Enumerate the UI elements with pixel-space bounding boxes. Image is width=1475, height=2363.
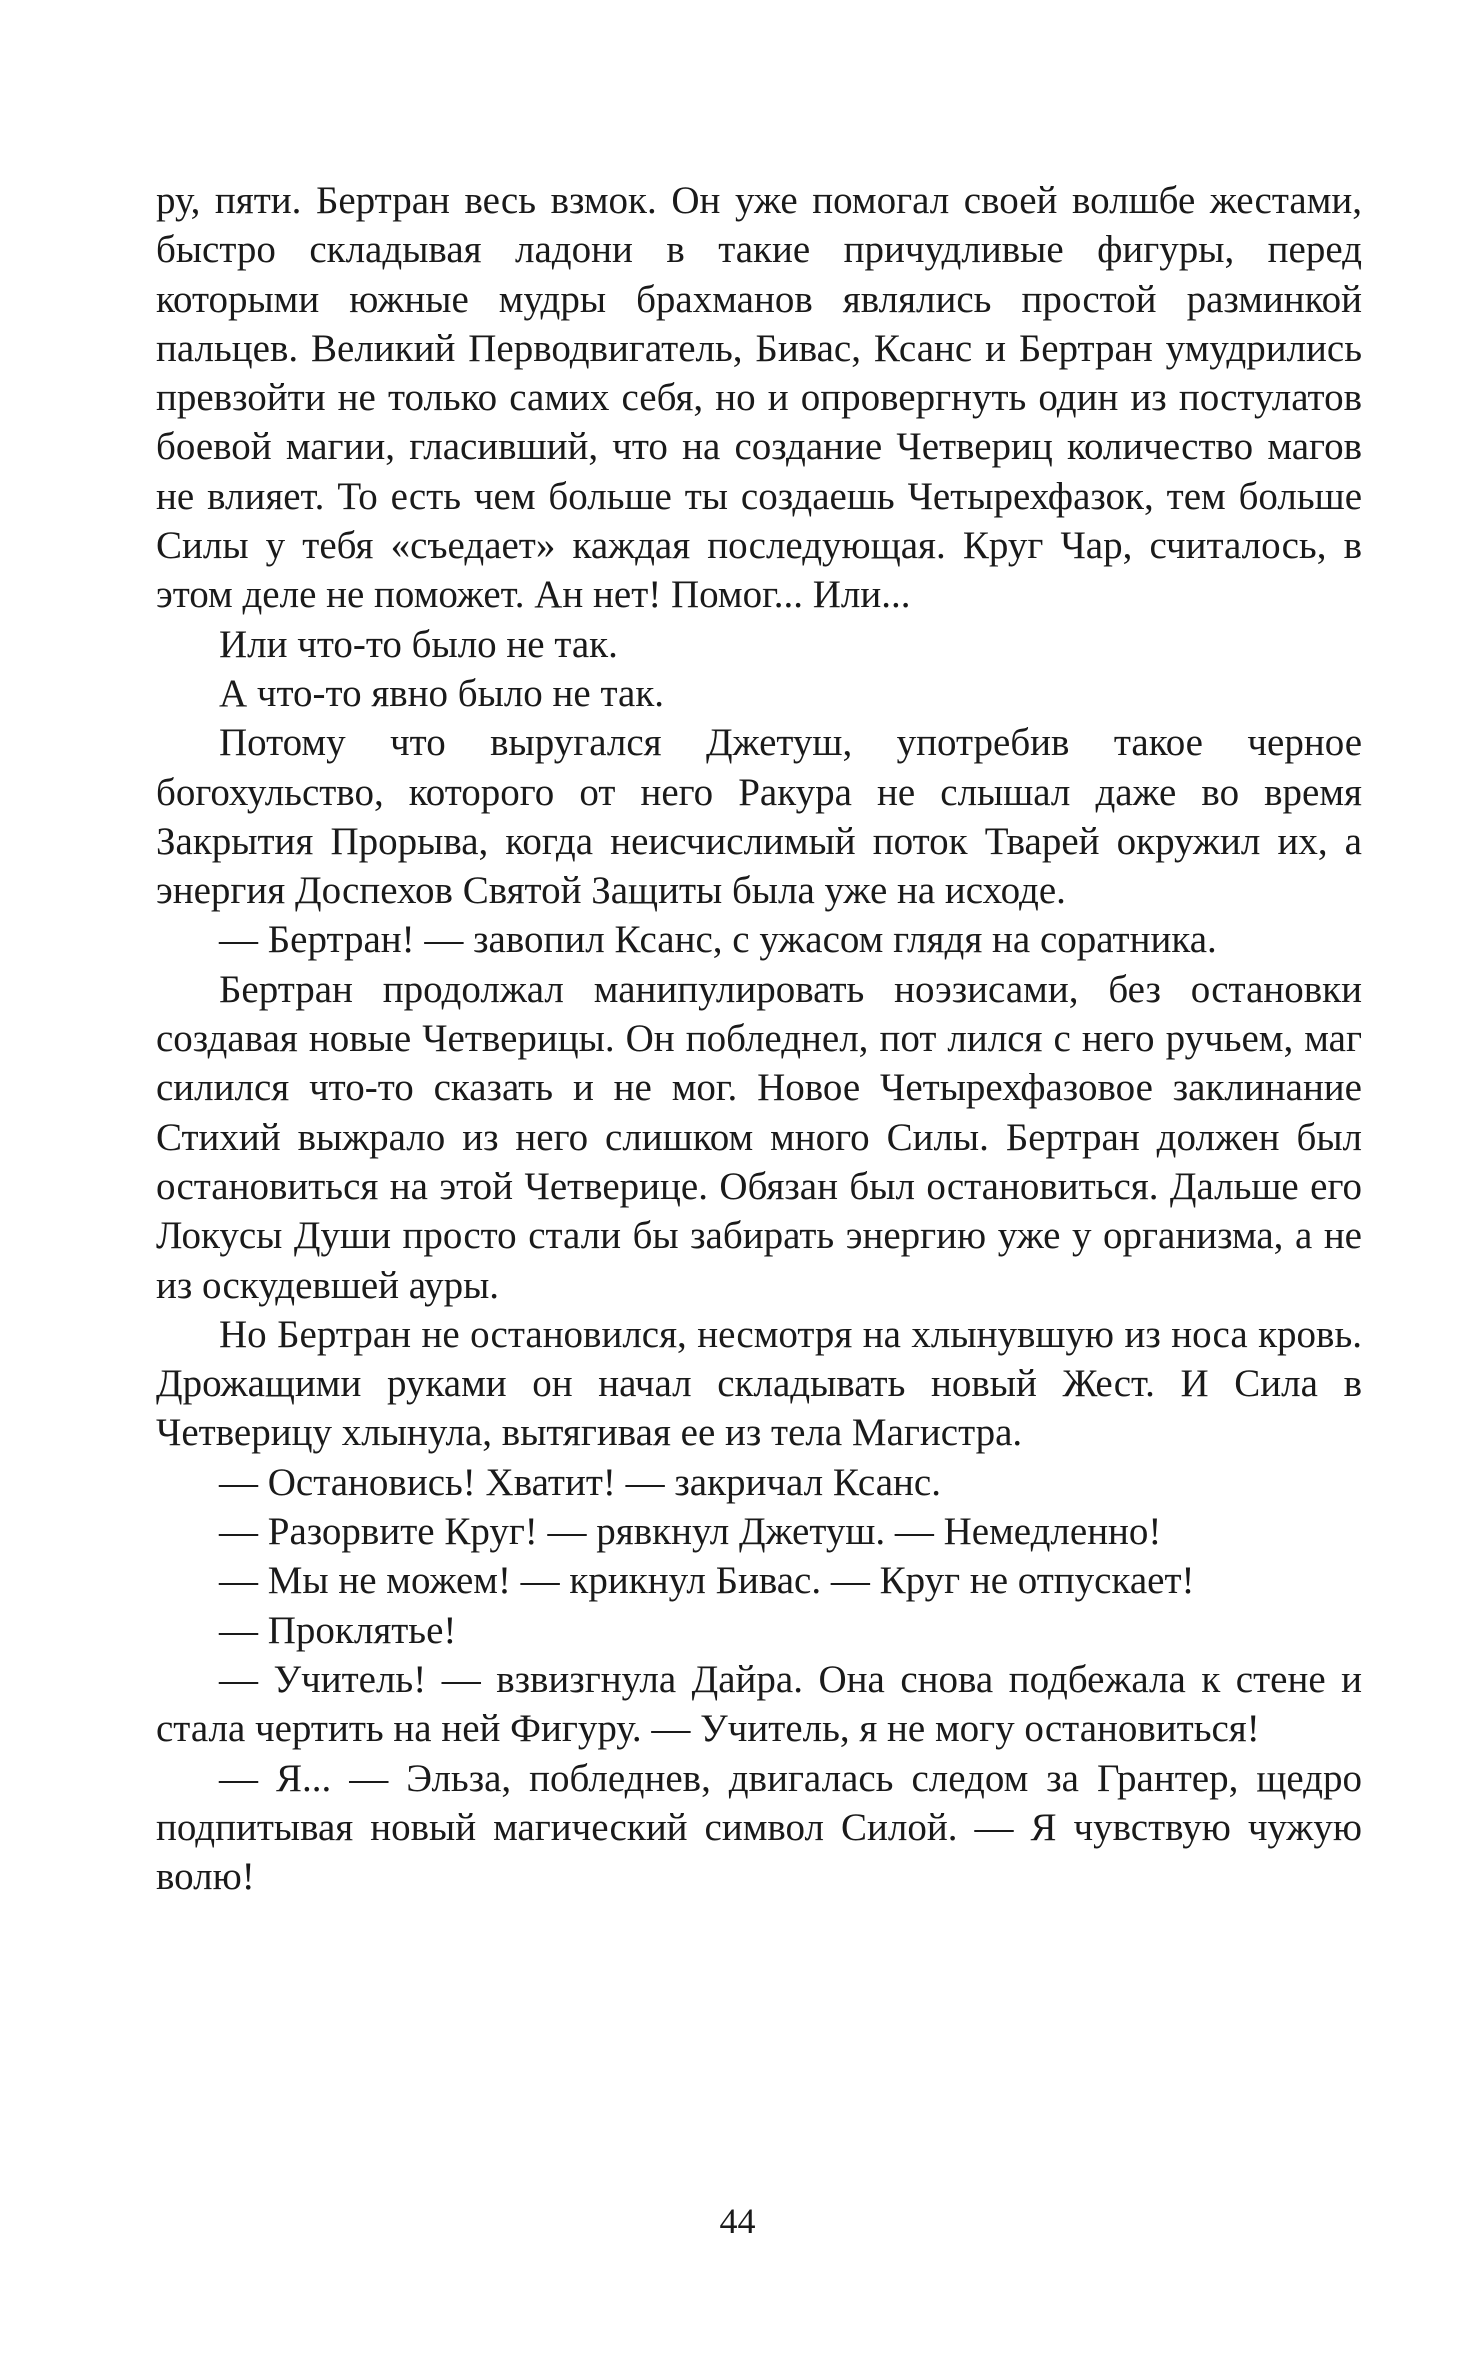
paragraph: — Проклятье! (219, 1608, 457, 1652)
paragraph: Потому что выругался Джетуш, употребив такое черное богохульство, которого от него Ракура не слышал даже во время Закрытия Прорыва, когда неисчислимый поток Тварей окружил их, а энергия Доспехов Святой Защиты была уже на исходе. (156, 721, 1362, 913)
paragraph: Или что-то было не так. (219, 622, 618, 666)
page-text-block (156, 176, 1362, 1901)
paragraph: — Бертран! — завопил Ксанс, с ужасом глядя на соратника. (219, 918, 1217, 962)
paragraph: — Учитель! — взвизгнула Дайра. Она снова подбежала к стене и стала чертить на ней Фигуру. — Учитель, я не могу остановиться! (156, 1657, 1362, 1751)
paragraph: — Разорвите Круг! — рявкнул Джетуш. — Немедленно! (219, 1510, 1162, 1554)
paragraph: — Я... — Эльза, побледнев, двигалась следом за Грантер, щедро подпитывая новый магический символ Силой. — Я чувствую чужую волю! (156, 1756, 1362, 1899)
paragraph: ру, пяти. Бертран весь взмок. Он уже помогал своей волшбе жестами, быстро складывая ладони в такие причудливые фигуры, перед которыми южные мудры брахманов являлись простой разминкой пальцев. Великий Перводвигатель, Бивас, Ксанс и Бертран умудрились превзойти не только самих себя, но и опровергнуть один из постулатов боевой магии, гласивший, что на создание Четвериц количество магов не влияет. То есть чем больше ты создаешь Четырехфазок, тем больше Силы у тебя «съедает» каждая последующая. Круг Чар, считалось, в этом деле не поможет. Ан нет! Помог... Или... (156, 179, 1362, 617)
paragraph: Бертран продолжал манипулировать ноэзисами, без остановки создавая новые Четверицы. Он побледнел, пот лился с него ручьем, маг силился что-то сказать и не мог. Новое Четырехфазовое заклинание Стихий выжрало из него слишком много Силы. Бертран должен был остановиться на этой Четверице. Обязан был остановиться. Дальше его Локусы Души просто стали бы забирать энергию уже у организма, а не из оскудевшей ауры. (156, 967, 1362, 1307)
paragraph: А что-то явно было не так. (219, 671, 665, 715)
paragraph: — Остановись! Хватит! — закричал Ксанс. (219, 1460, 941, 1504)
paragraph: Но Бертран не остановился, несмотря на хлынувшую из носа кровь. Дрожащими руками он начал складывать новый Жест. И Сила в Четверицу хлынула, вытягивая ее из тела Магистра. (156, 1312, 1362, 1455)
paragraph: — Мы не можем! — крикнул Бивас. — Круг не отпускает! (219, 1559, 1195, 1603)
page-number: 44 (719, 2201, 756, 2241)
